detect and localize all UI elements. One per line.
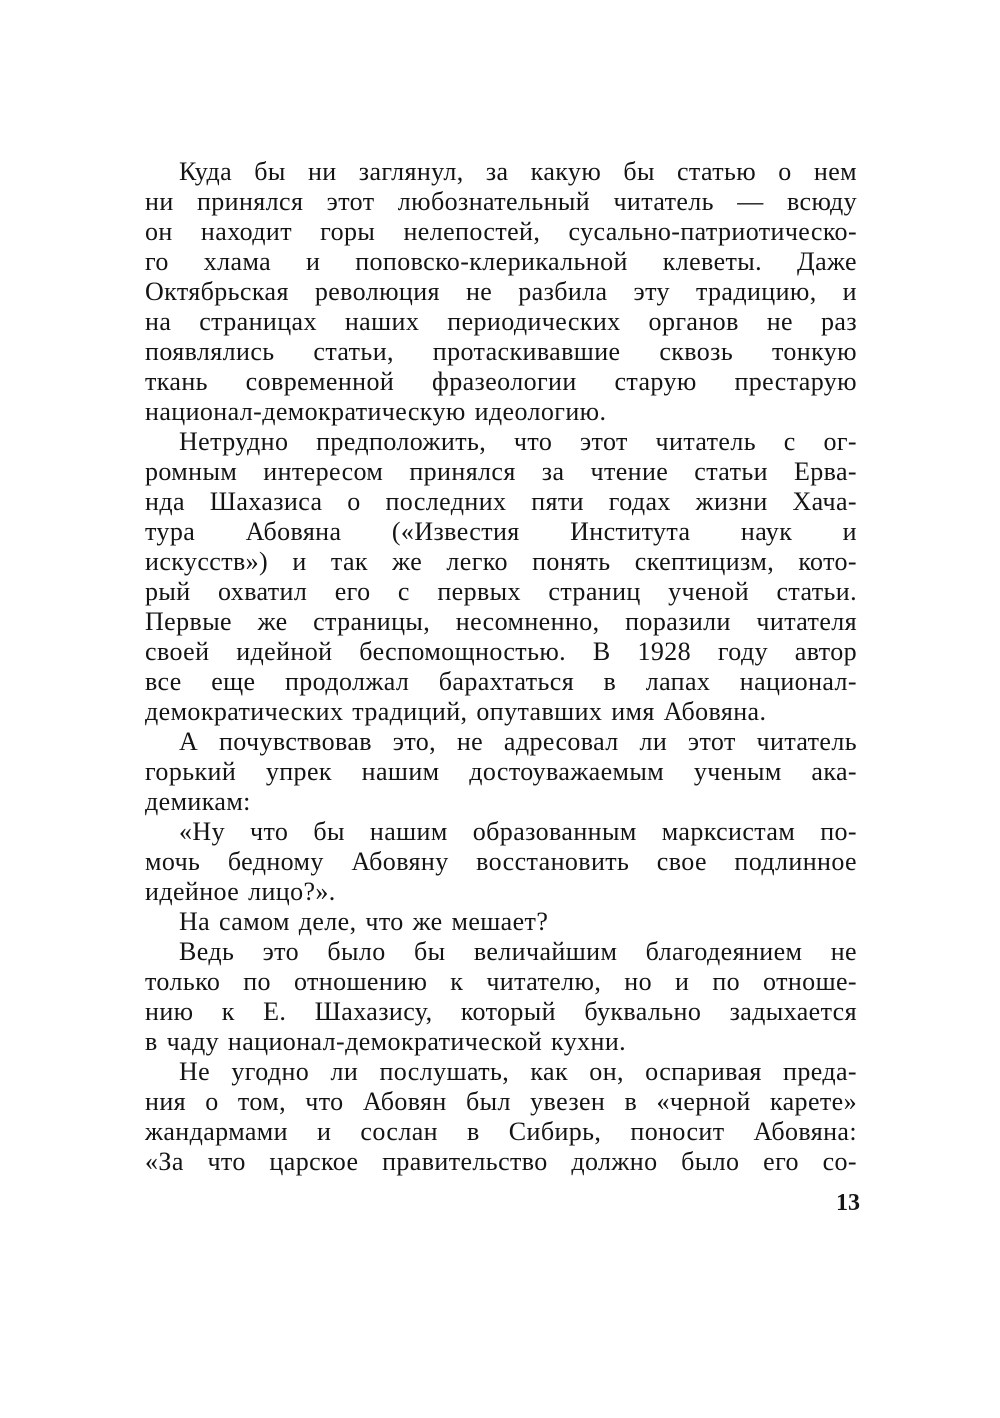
text-line: своей идейной беспомощностью. В 1928 году автор — [145, 637, 857, 666]
text-line: искусств») и так же легко понять скептицизм, кото- — [145, 547, 857, 576]
text-line: жандармами и сослан в Сибирь, поносит Абовяна: — [145, 1117, 857, 1146]
text-line: горький упрек нашим достоуважаемым ученым ака- — [145, 757, 857, 786]
text-line: На самом деле, что же мешает? — [179, 907, 549, 936]
text-line: го хлама и поповско-клерикальной клеветы. Даже — [145, 247, 857, 276]
text-line: Первые же страницы, несомненно, поразили читателя — [145, 607, 857, 636]
text-line: он находит горы нелепостей, сусально-патриотическо- — [145, 217, 857, 246]
text-line: ромным интересом принялся за чтение статьи Ерва- — [145, 457, 857, 486]
text-line: «Ну что бы нашим образованным марксистам по- — [179, 817, 857, 846]
text-line: Октябрьская революция не разбила эту традицию, и — [145, 277, 857, 306]
text-line: демократических традиций, опутавших имя Абовяна. — [145, 697, 767, 726]
text-line: нию к Е. Шахазису, который буквально задыхается — [145, 997, 857, 1026]
text-line: ния о том, что Абовян был увезен в «черной карете» — [145, 1087, 857, 1116]
text-line: появлялись статьи, протаскивавшие сквозь тонкую — [145, 337, 857, 366]
page-number: 13 — [836, 1190, 860, 1216]
text-line: национал-демократическую идеологию. — [145, 397, 607, 426]
text-line: только по отношению к читателю, но и по отноше- — [145, 967, 857, 996]
text-line: «За что царское правительство должно было его со- — [145, 1147, 857, 1176]
text-line: ткань современной фразеологии старую престарую — [145, 367, 857, 396]
text-line: Нетрудно предположить, что этот читатель с ог- — [179, 427, 857, 456]
body-text — [145, 157, 857, 1177]
text-line: А почувствовав это, не адресовал ли этот читатель — [179, 727, 857, 756]
text-line: идейное лицо?». — [145, 877, 336, 906]
text-line: ни принялся этот любознательный читатель — всюду — [145, 187, 857, 216]
text-line: мочь бедному Абовяну восстановить свое подлинное — [145, 847, 857, 876]
text-line: Ведь это было бы величайшим благодеянием не — [179, 937, 857, 966]
text-line: все еще продолжал барахтаться в лапах национал- — [145, 667, 857, 696]
text-line: нда Шахазиса о последних пяти годах жизни Хача- — [145, 487, 857, 516]
text-line: рый охватил его с первых страниц ученой статьи. — [145, 577, 857, 606]
text-line: Не угодно ли послушать, как он, оспаривая преда- — [179, 1057, 857, 1086]
text-line: на страницах наших периодических органов не раз — [145, 307, 857, 336]
text-line: демикам: — [145, 787, 251, 816]
text-line: тура Абовяна («Известия Института наук и — [145, 517, 857, 546]
text-line: Куда бы ни заглянул, за какую бы статью о нем — [179, 157, 857, 186]
text-line: в чаду национал-демократической кухни. — [145, 1027, 627, 1056]
